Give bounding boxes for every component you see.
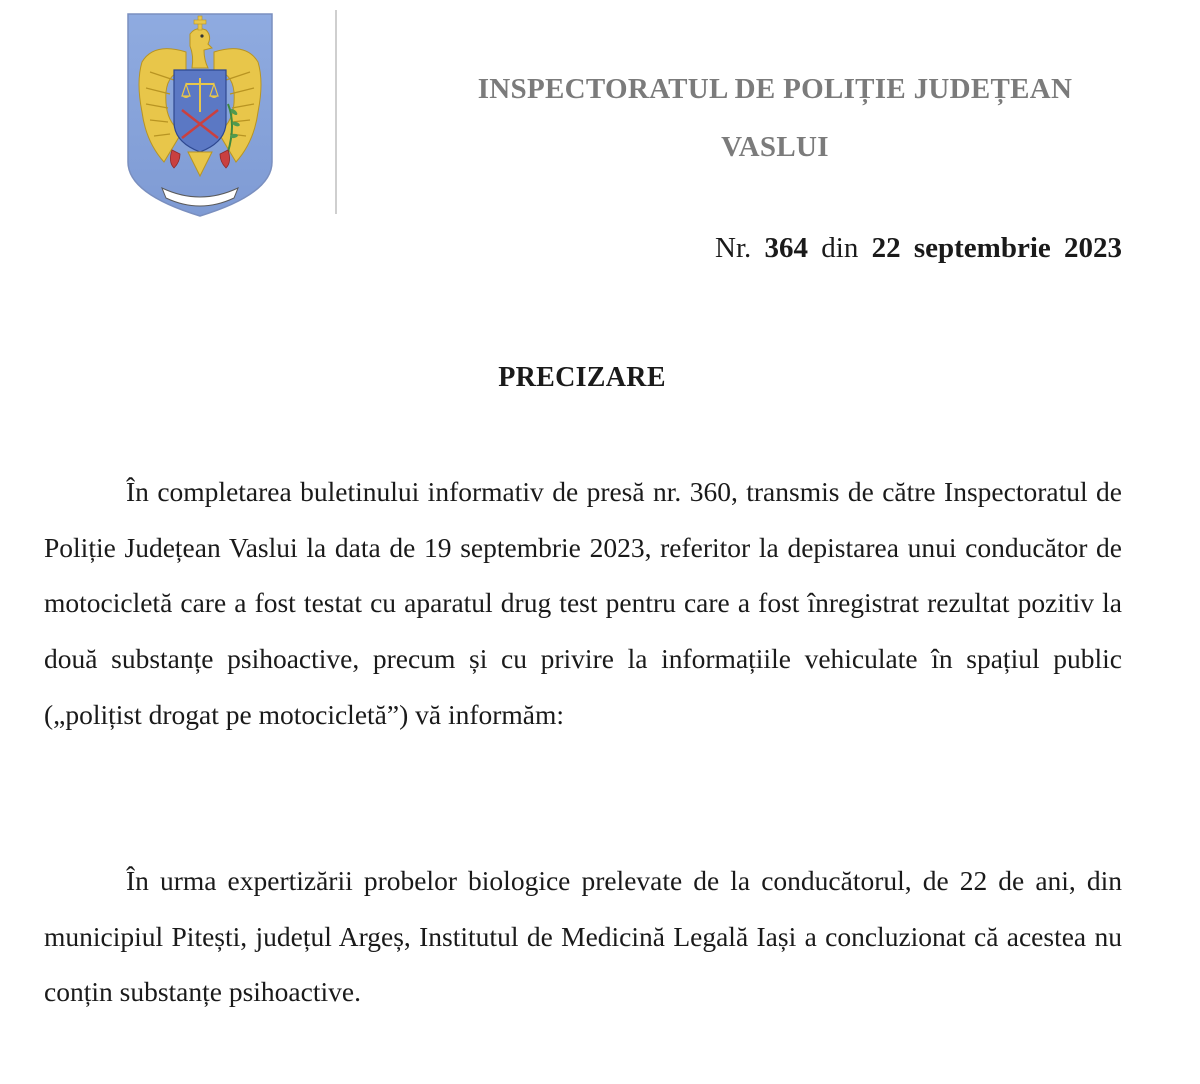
document-reference — [715, 232, 1122, 265]
nr-label: Nr. — [715, 232, 752, 264]
institution-name — [380, 60, 1170, 176]
body-paragraph-2: În urma expertizării probelor biologice prelevate de la conducătorul, de 22 de ani, din municipiul Pitești, județul Argeș, Institutul de Medicină Legală Iași a concluzionat că acestea nu conțin substanțe psihoactive. — [44, 865, 1122, 1008]
document-date: 22 septembrie 2023 — [871, 232, 1122, 264]
institution-name-line2: VASLUI — [721, 131, 829, 163]
document-title: PRECIZARE — [498, 362, 666, 393]
institution-name-line1: INSPECTORATUL DE POLIȚIE JUDEȚEAN — [477, 73, 1073, 105]
body-paragraph-1: În completarea buletinului informativ de presă nr. 360, transmis de către Inspectoratul de Poliție Județean Vaslui la data de 19 septembrie 2023, referitor la depistarea unui conducător de motocicletă care a fost testat cu aparatul drug test pentru care a fost înregistrat rezultat pozitiv la două substanțe psihoactive, precum și cu privire la informațiile vehiculate în spațiul public („polițist drogat pe motocicletă”) vă informăm: — [44, 476, 1122, 730]
din-label: din — [821, 232, 859, 264]
document-number: 364 — [764, 232, 809, 264]
police-crest-logo — [124, 12, 276, 218]
header-divider — [335, 10, 337, 214]
